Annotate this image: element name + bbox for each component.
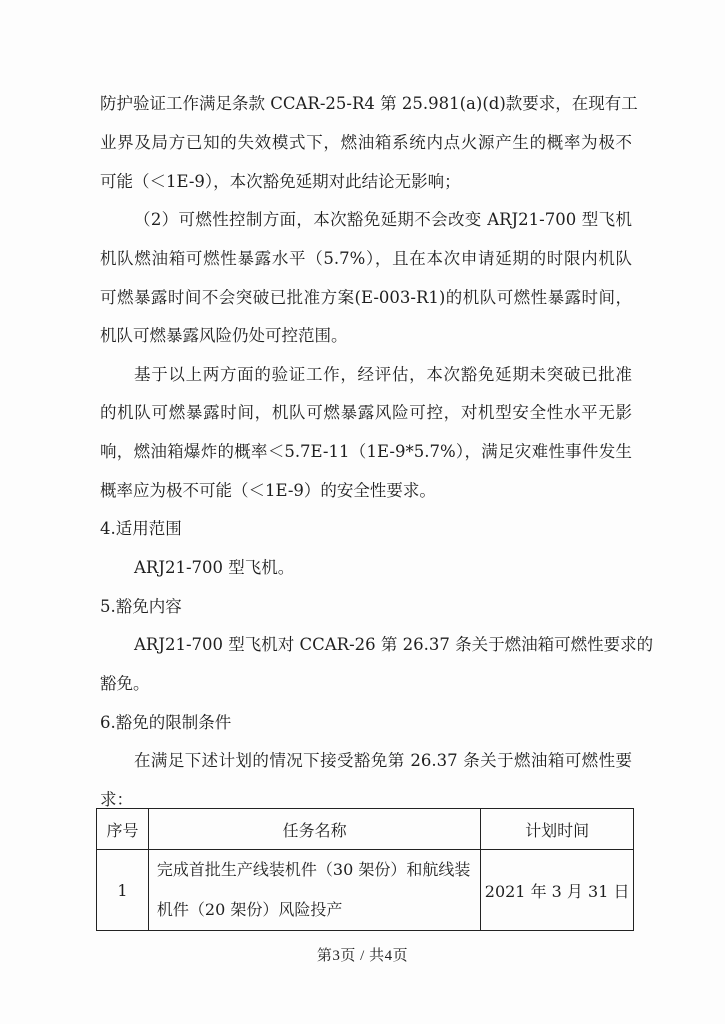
table-row [97, 850, 634, 931]
body-line: 防护验证工作满足条款 CCAR-25-R4 第 25.981(a)(d)款要求，在现有工 [100, 94, 638, 113]
body-line: 概率应为极不可能（＜1E-9）的安全性要求。 [100, 481, 436, 500]
task-line: 完成首批生产线装机件（30 架份）和航线装 [156, 860, 471, 879]
limitations-line: 求： [100, 790, 133, 809]
body-line: 机队燃油箱可燃性暴露水平（5.7%），且在本次申请延期的时限内机队 [100, 249, 632, 268]
column-header-date: 计划时间 [481, 809, 634, 850]
body-line: 可能（＜1E-9），本次豁免延期对此结论无影响； [100, 172, 461, 191]
cell-seq: 1 [97, 850, 149, 931]
section-heading-scope: 4.适用范围 [100, 519, 182, 538]
body-line: 的机队可燃暴露时间，机队可燃暴露风险可控，对机型安全性水平无影 [100, 403, 632, 422]
scope-text: ARJ21-700 型飞机。 [134, 558, 295, 577]
column-header-task: 任务名称 [148, 809, 480, 850]
schedule-table [96, 808, 634, 931]
body-line: 业界及局方已知的失效模式下，燃油箱系统内点火源产生的概率为极不 [100, 133, 632, 152]
task-line: 机件（20 架份）风险投产 [156, 900, 343, 919]
column-header-seq: 序号 [97, 809, 149, 850]
cell-date: 2021 年 3 月 31 日 [481, 850, 634, 931]
exemption-content-line: 豁免。 [100, 674, 150, 693]
exemption-content-line: ARJ21-700 型飞机对 CCAR-26 第 26.37 条关于燃油箱可燃性要求的 [134, 635, 654, 654]
limitations-line: 在满足下述计划的情况下接受豁免第 26.37 条关于燃油箱可燃性要 [134, 751, 632, 770]
table-header-row [97, 809, 634, 850]
body-line: 响，燃油箱爆炸的概率＜5.7E-11（1E-9*5.7%），满足灾难性事件发生 [100, 442, 632, 461]
body-line: （2）可燃性控制方面，本次豁免延期不会改变 ARJ21-700 型飞机 [134, 210, 632, 229]
section-heading-exemption-content: 5.豁免内容 [100, 597, 182, 616]
section-heading-limitations: 6.豁免的限制条件 [100, 713, 232, 732]
page-footer: 第3页 / 共4页 [316, 948, 409, 964]
body-line: 机队可燃暴露风险仍处可控范围。 [100, 326, 348, 345]
cell-task [148, 850, 480, 931]
body-line: 基于以上两方面的验证工作，经评估，本次豁免延期未突破已批准 [134, 365, 632, 384]
body-line: 可燃暴露时间不会突破已批准方案(E-003-R1)的机队可燃性暴露时间， [100, 288, 632, 307]
